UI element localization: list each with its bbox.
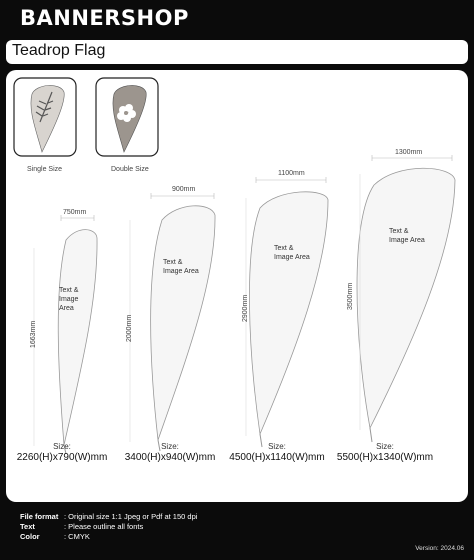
page-title: Teadrop Flag bbox=[12, 42, 106, 59]
flag-4 bbox=[357, 155, 455, 442]
single-size-label: Single Size bbox=[27, 166, 63, 173]
flag-3-width: 1100mm bbox=[278, 170, 305, 177]
title-bar bbox=[6, 40, 468, 64]
content-panel bbox=[6, 70, 468, 502]
flag-4-size-value: 5500(H)x1340(W)mm bbox=[336, 452, 434, 463]
spec-file-format: File format : Original size 1:1 Jpeg or Pdf at 150 dpi bbox=[20, 512, 198, 521]
flag-4-width: 1300mm bbox=[395, 149, 423, 156]
flag-2-height: 2000mm bbox=[126, 314, 133, 342]
flag-3-size-value: 4500(H)x1140(W)mm bbox=[229, 452, 325, 463]
spec-text: Text : Please outline all fonts bbox=[20, 522, 144, 531]
flag-4-area: Text & Image Area bbox=[389, 228, 425, 244]
flag-1-width: 750mm bbox=[63, 209, 87, 216]
flag-2-size-value: 3400(H)x940(W)mm bbox=[124, 452, 216, 463]
flag-3 bbox=[246, 177, 328, 447]
spec-list bbox=[20, 512, 197, 542]
flag-2-size-label: Size: bbox=[161, 442, 179, 451]
flag-3-height: 2900mm bbox=[242, 294, 249, 322]
flag-2 bbox=[130, 193, 215, 451]
spec-color: Color : CMYK bbox=[20, 532, 90, 541]
flag-4-height: 3500mm bbox=[347, 282, 354, 310]
flag-1-height: 1663mm bbox=[30, 320, 37, 348]
flag-4-size-label: Size: bbox=[376, 442, 394, 451]
flag-1-area: Text & Image Area bbox=[59, 287, 79, 312]
version-label: Version: 2024.06 bbox=[415, 545, 464, 552]
flag-2-area: Text & Image Area bbox=[163, 259, 199, 275]
flag-3-size-label: Size: bbox=[268, 442, 286, 451]
flag-1-size-value: 2260(H)x790(W)mm bbox=[16, 452, 108, 463]
brand-logo: BANNERSHOP bbox=[20, 6, 189, 30]
flag-1-size-label: Size: bbox=[53, 442, 71, 451]
flag-1 bbox=[34, 215, 97, 454]
flag-3-area: Text & Image Area bbox=[274, 245, 310, 261]
double-size-label: Double Size bbox=[111, 166, 149, 173]
flag-2-width: 900mm bbox=[172, 186, 196, 193]
